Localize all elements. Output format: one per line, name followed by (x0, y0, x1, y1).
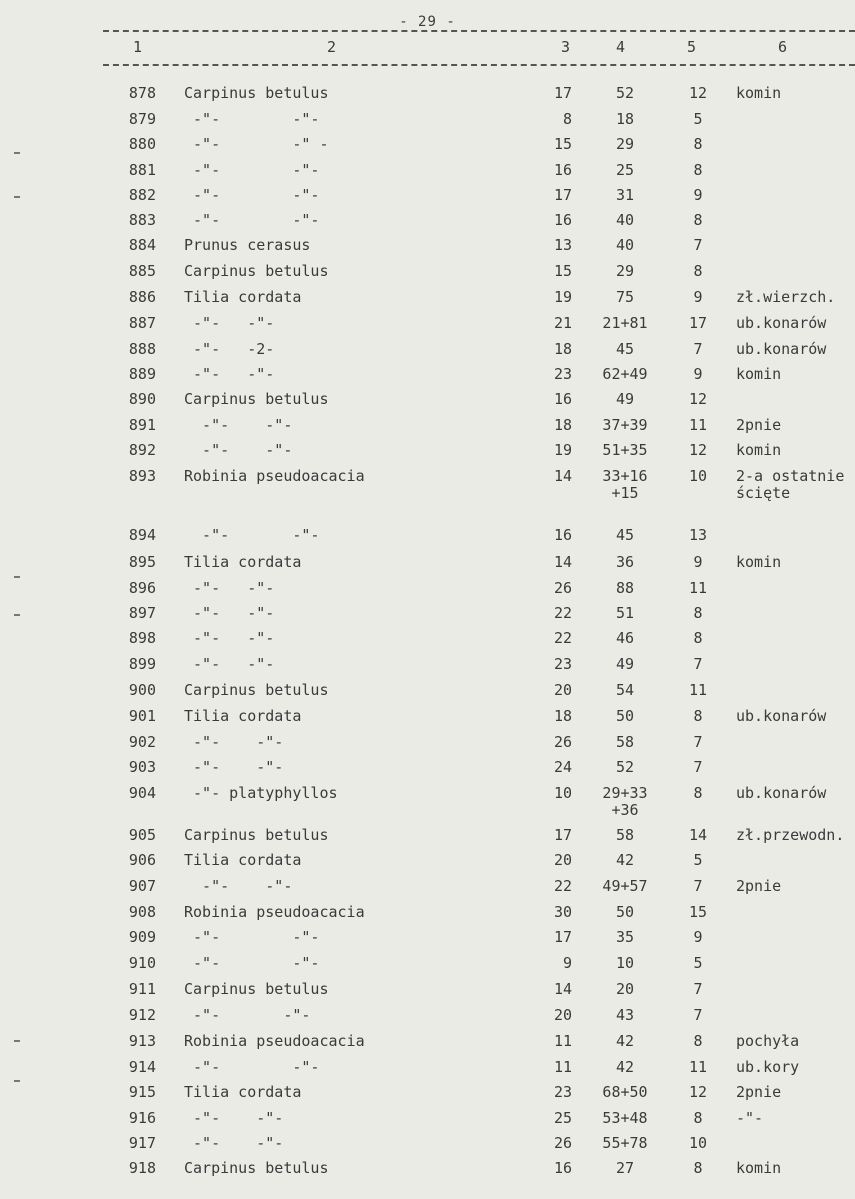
value-col5: 7 (693, 1006, 703, 1024)
remark: komin (736, 365, 782, 383)
table-row (0, 237, 855, 259)
value-col4: 51 (615, 604, 635, 622)
value-col5: 12 (688, 1083, 708, 1101)
remark: zł.wierzch. (736, 288, 836, 306)
value-col5: 8 (693, 1032, 703, 1050)
value-col3: 22 (553, 604, 572, 622)
species-name: -"- -"- (184, 1134, 284, 1152)
column-header-4: 4 (616, 38, 626, 56)
value-col3: 19 (553, 441, 572, 459)
row-number: 892 (128, 441, 156, 459)
table-row (0, 187, 855, 209)
value-col5: 10 (688, 467, 708, 485)
species-name: Carpinus betulus (184, 1159, 329, 1177)
value-col4: 62+49 (602, 365, 648, 383)
page-number: - 29 - (399, 14, 456, 30)
value-col4: 45 (615, 340, 635, 358)
row-number: 879 (128, 110, 156, 128)
remark: 2pnie (736, 1083, 782, 1101)
species-name: Carpinus betulus (184, 681, 329, 699)
header-rule (103, 64, 855, 66)
value-col5: 13 (688, 526, 708, 544)
value-col4: 46 (615, 629, 635, 647)
species-name: -"- -" - (184, 135, 329, 153)
species-name: Robinia pseudoacacia (184, 903, 365, 921)
species-name: -"- -2- (184, 340, 275, 358)
species-name: -"- -"- (184, 954, 320, 972)
species-name: -"- -"- (184, 758, 284, 776)
remark: ub.konarów (736, 784, 827, 802)
table-row (0, 1059, 855, 1081)
value-col3: 16 (553, 161, 572, 179)
table-row (0, 682, 855, 704)
row-number: 908 (128, 903, 156, 921)
value-col4: 52 (615, 84, 635, 102)
value-col4: 68+50 (602, 1083, 648, 1101)
row-number: 909 (128, 928, 156, 946)
row-number: 891 (128, 416, 156, 434)
value-col3: 14 (553, 553, 572, 571)
table-row (0, 111, 855, 133)
value-col3: 20 (553, 681, 572, 699)
margin-mark (14, 196, 20, 198)
table-row (0, 878, 855, 900)
value-col5: 8 (693, 262, 703, 280)
species-name: -"- -"- (184, 579, 275, 597)
value-col5: 8 (693, 604, 703, 622)
value-col3: 16 (553, 390, 572, 408)
value-col3: 20 (553, 851, 572, 869)
value-col4: 37+39 (602, 416, 648, 434)
row-number: 915 (128, 1083, 156, 1101)
value-col4: 35 (615, 928, 635, 946)
margin-mark (14, 152, 20, 154)
value-col3: 18 (553, 707, 572, 725)
table-row (0, 1135, 855, 1157)
value-col4: 75 (615, 288, 635, 306)
row-number: 878 (128, 84, 156, 102)
value-col5: 11 (688, 681, 708, 699)
species-name: -"- platyphyllos (184, 784, 338, 802)
value-col3: 18 (553, 340, 572, 358)
table-row (0, 366, 855, 388)
margin-mark (14, 614, 20, 616)
species-name: Carpinus betulus (184, 826, 329, 844)
table-row (0, 929, 855, 951)
remark: 2pnie (736, 877, 782, 895)
value-col5: 11 (688, 1058, 708, 1076)
value-col3: 18 (553, 416, 572, 434)
row-number: 885 (128, 262, 156, 280)
value-col3: 15 (553, 135, 572, 153)
value-col4: 27 (615, 1159, 635, 1177)
species-name: -"- -"- (184, 877, 293, 895)
species-name: -"- -"- (184, 441, 293, 459)
value-col4: 20 (615, 980, 635, 998)
value-col4: 50 (615, 707, 635, 725)
remark: 2-a ostatnie ścięte (736, 467, 845, 502)
column-header-1: 1 (133, 38, 143, 56)
species-name: Tilia cordata (184, 553, 302, 571)
species-name: Tilia cordata (184, 288, 302, 306)
row-number: 902 (128, 733, 156, 751)
value-col3: 13 (553, 236, 572, 254)
species-name: Carpinus betulus (184, 390, 329, 408)
table-row (0, 442, 855, 464)
value-col5: 9 (693, 288, 703, 306)
species-name: -"- -"- (184, 733, 284, 751)
value-col5: 9 (693, 186, 703, 204)
table-row (0, 289, 855, 311)
species-name: Robinia pseudoacacia (184, 1032, 365, 1050)
species-name: -"- -"- (184, 186, 320, 204)
row-number: 904 (128, 784, 156, 802)
species-name: Tilia cordata (184, 707, 302, 725)
margin-mark (14, 1080, 20, 1082)
value-col4: 58 (615, 826, 635, 844)
species-name: -"- -"- (184, 365, 275, 383)
value-col5: 5 (693, 110, 703, 128)
value-col3: 11 (553, 1058, 572, 1076)
value-col5: 9 (693, 553, 703, 571)
species-name: -"- -"- (184, 526, 320, 544)
value-col4: 53+48 (602, 1109, 648, 1127)
row-number: 917 (128, 1134, 156, 1152)
value-col5: 12 (688, 84, 708, 102)
value-col4: 45 (615, 526, 635, 544)
value-col5: 7 (693, 340, 703, 358)
value-col4: 49 (615, 655, 635, 673)
value-col4: 42 (615, 1058, 635, 1076)
table-row (0, 656, 855, 678)
value-col3: 20 (553, 1006, 572, 1024)
value-col3: 11 (553, 1032, 572, 1050)
value-col5: 8 (693, 135, 703, 153)
value-col4: 50 (615, 903, 635, 921)
value-col5: 11 (688, 579, 708, 597)
table-row (0, 827, 855, 849)
value-col3: 26 (553, 733, 572, 751)
row-number: 880 (128, 135, 156, 153)
row-number: 916 (128, 1109, 156, 1127)
remark: zł.przewodn. (736, 826, 845, 844)
row-number: 912 (128, 1006, 156, 1024)
remark: ub.konarów (736, 340, 827, 358)
row-number: 893 (128, 467, 156, 485)
row-number: 887 (128, 314, 156, 332)
value-col4: 33+16 +15 (602, 467, 648, 502)
column-header-2: 2 (327, 38, 337, 56)
table-row (0, 1084, 855, 1106)
species-name: Tilia cordata (184, 1083, 302, 1101)
value-col4: 29+33 +36 (602, 784, 648, 819)
value-col3: 25 (553, 1109, 572, 1127)
table-row (0, 852, 855, 874)
value-col4: 36 (615, 553, 635, 571)
row-number: 888 (128, 340, 156, 358)
value-col5: 7 (693, 980, 703, 998)
species-name: -"- -"- (184, 1006, 311, 1024)
value-col5: 12 (688, 441, 708, 459)
column-header-3: 3 (561, 38, 571, 56)
remark: pochyła (736, 1032, 800, 1050)
value-col3: 19 (553, 288, 572, 306)
value-col3: 26 (553, 1134, 572, 1152)
species-name: -"- -"- (184, 211, 320, 229)
table-row (0, 85, 855, 107)
remark: komin (736, 1159, 782, 1177)
row-number: 897 (128, 604, 156, 622)
species-name: Carpinus betulus (184, 980, 329, 998)
value-col5: 11 (688, 416, 708, 434)
row-number: 884 (128, 236, 156, 254)
row-number: 883 (128, 211, 156, 229)
table-row (0, 1007, 855, 1029)
species-name: Carpinus betulus (184, 262, 329, 280)
species-name: -"- -"- (184, 161, 320, 179)
value-col3: 26 (553, 579, 572, 597)
value-col5: 7 (693, 733, 703, 751)
row-number: 890 (128, 390, 156, 408)
value-col5: 10 (688, 1134, 708, 1152)
table-row (0, 784, 855, 819)
value-col4: 55+78 (602, 1134, 648, 1152)
value-col3: 9 (562, 954, 572, 972)
table-row (0, 630, 855, 652)
value-col3: 8 (562, 110, 572, 128)
row-number: 914 (128, 1058, 156, 1076)
remark: ub.kory (736, 1058, 800, 1076)
row-number: 901 (128, 707, 156, 725)
table-row (0, 162, 855, 184)
row-number: 898 (128, 629, 156, 647)
value-col3: 17 (553, 928, 572, 946)
table-row (0, 734, 855, 756)
remark: 2pnie (736, 416, 782, 434)
value-col4: 58 (615, 733, 635, 751)
row-number: 907 (128, 877, 156, 895)
value-col3: 17 (553, 84, 572, 102)
value-col4: 54 (615, 681, 635, 699)
species-name: -"- -"- (184, 1058, 320, 1076)
value-col4: 43 (615, 1006, 635, 1024)
species-name: -"- -"- (184, 655, 275, 673)
value-col3: 15 (553, 262, 572, 280)
table-row (0, 1160, 855, 1182)
value-col4: 40 (615, 211, 635, 229)
remark: komin (736, 553, 782, 571)
row-number: 889 (128, 365, 156, 383)
value-col5: 9 (693, 365, 703, 383)
species-name: -"- -"- (184, 314, 275, 332)
table-row (0, 212, 855, 234)
value-col4: 51+35 (602, 441, 648, 459)
value-col5: 7 (693, 758, 703, 776)
table-row (0, 955, 855, 977)
value-col3: 16 (553, 526, 572, 544)
table-row (0, 605, 855, 627)
row-number: 905 (128, 826, 156, 844)
value-col3: 10 (553, 784, 572, 802)
remark: komin (736, 84, 782, 102)
species-name: -"- -"- (184, 1109, 284, 1127)
value-col3: 23 (553, 1083, 572, 1101)
row-number: 900 (128, 681, 156, 699)
species-name: -"- -"- (184, 110, 320, 128)
value-col3: 17 (553, 186, 572, 204)
table-row (0, 981, 855, 1003)
row-number: 896 (128, 579, 156, 597)
row-number: 903 (128, 758, 156, 776)
table-row (0, 315, 855, 337)
species-name: -"- -"- (184, 629, 275, 647)
table-row (0, 580, 855, 602)
table-row (0, 263, 855, 285)
remark: -"- (736, 1109, 764, 1127)
value-col3: 14 (553, 980, 572, 998)
value-col4: 49 (615, 390, 635, 408)
value-col3: 23 (553, 365, 572, 383)
value-col5: 5 (693, 954, 703, 972)
value-col3: 17 (553, 826, 572, 844)
value-col5: 8 (693, 707, 703, 725)
species-name: -"- -"- (184, 416, 293, 434)
species-name: Tilia cordata (184, 851, 302, 869)
value-col4: 18 (615, 110, 635, 128)
table-row (0, 904, 855, 926)
table-row (0, 708, 855, 730)
table-row (0, 1033, 855, 1055)
value-col5: 14 (688, 826, 708, 844)
value-col4: 42 (615, 1032, 635, 1050)
value-col5: 8 (693, 784, 703, 802)
value-col5: 8 (693, 1159, 703, 1177)
value-col3: 22 (553, 629, 572, 647)
value-col4: 40 (615, 236, 635, 254)
table-row (0, 1110, 855, 1132)
table-row (0, 391, 855, 413)
value-col5: 8 (693, 629, 703, 647)
species-name: Prunus cerasus (184, 236, 311, 254)
remark: komin (736, 441, 782, 459)
column-header-5: 5 (687, 38, 697, 56)
margin-mark (14, 576, 20, 578)
value-col4: 42 (615, 851, 635, 869)
row-number: 906 (128, 851, 156, 869)
top-rule (103, 30, 855, 32)
value-col3: 16 (553, 1159, 572, 1177)
table-row (0, 527, 855, 549)
value-col4: 29 (615, 262, 635, 280)
margin-mark (14, 1040, 20, 1042)
table-row (0, 136, 855, 158)
species-name: -"- -"- (184, 604, 275, 622)
row-number: 882 (128, 186, 156, 204)
value-col5: 9 (693, 928, 703, 946)
table-row (0, 759, 855, 781)
value-col5: 7 (693, 655, 703, 673)
species-name: -"- -"- (184, 928, 320, 946)
species-name: Robinia pseudoacacia (184, 467, 365, 485)
value-col4: 25 (615, 161, 635, 179)
row-number: 913 (128, 1032, 156, 1050)
table-row (0, 341, 855, 363)
value-col5: 12 (688, 390, 708, 408)
row-number: 918 (128, 1159, 156, 1177)
row-number: 899 (128, 655, 156, 673)
value-col5: 5 (693, 851, 703, 869)
value-col5: 15 (688, 903, 708, 921)
value-col4: 10 (615, 954, 635, 972)
value-col5: 7 (693, 877, 703, 895)
value-col5: 8 (693, 211, 703, 229)
value-col5: 8 (693, 1109, 703, 1127)
value-col4: 29 (615, 135, 635, 153)
value-col3: 21 (553, 314, 572, 332)
row-number: 911 (128, 980, 156, 998)
remark: ub.konarów (736, 314, 827, 332)
value-col3: 24 (553, 758, 572, 776)
table-row (0, 417, 855, 439)
value-col3: 16 (553, 211, 572, 229)
value-col4: 88 (615, 579, 635, 597)
value-col3: 30 (553, 903, 572, 921)
value-col3: 22 (553, 877, 572, 895)
value-col3: 23 (553, 655, 572, 673)
row-number: 910 (128, 954, 156, 972)
row-number: 895 (128, 553, 156, 571)
value-col4: 52 (615, 758, 635, 776)
column-header-6: 6 (778, 38, 788, 56)
row-number: 886 (128, 288, 156, 306)
value-col4: 49+57 (602, 877, 648, 895)
value-col5: 7 (693, 236, 703, 254)
table-row (0, 554, 855, 576)
value-col5: 8 (693, 161, 703, 179)
row-number: 894 (128, 526, 156, 544)
value-col4: 21+81 (602, 314, 648, 332)
value-col4: 31 (615, 186, 635, 204)
remark: ub.konarów (736, 707, 827, 725)
species-name: Carpinus betulus (184, 84, 329, 102)
value-col3: 14 (553, 467, 572, 485)
table-row (0, 467, 855, 502)
row-number: 881 (128, 161, 156, 179)
value-col5: 17 (688, 314, 708, 332)
